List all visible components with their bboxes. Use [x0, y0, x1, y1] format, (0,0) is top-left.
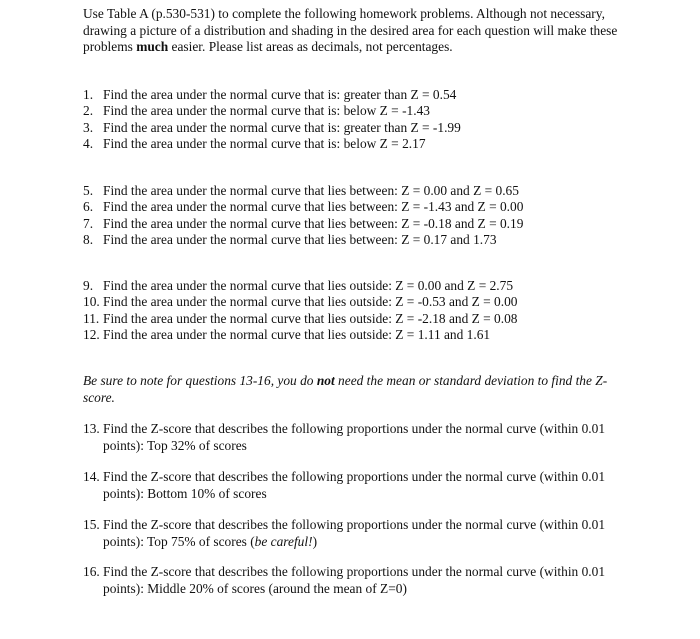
question-item — [83, 120, 643, 136]
question-text: Find the Z-score that describes the following proportions under the normal curve (within 0.01 points): Top 75% of scores ( — [103, 517, 606, 549]
question-item — [83, 278, 643, 294]
question-text-end: ) — [312, 534, 318, 549]
question-number: 3. — [83, 119, 94, 135]
question-group-area-one-side — [83, 87, 643, 152]
question-text: Find the area under the normal curve that lies outside: Z = -0.53 and Z = 0.00 — [103, 294, 518, 310]
question-body — [103, 516, 633, 550]
note-text-end: need the mean or standard deviation to find the Z-score. — [83, 373, 608, 405]
note-paragraph — [83, 372, 623, 406]
question-text: Find the area under the normal curve that lies outside: Z = 0.00 and Z = 2.75 — [103, 278, 514, 293]
question-number: 1. — [83, 87, 94, 102]
question-item — [83, 327, 643, 343]
question-text: Find the area under the normal curve that lies outside: Z = -2.18 and Z = 0.08 — [103, 310, 518, 326]
question-text: Find the area under the normal curve that is: below Z = 2.17 — [103, 135, 426, 151]
question-item — [83, 103, 643, 119]
question-item — [83, 199, 643, 215]
question-13 — [83, 420, 633, 454]
question-text: Find the area under the normal curve that lies between: Z = -1.43 and Z = 0.00 — [103, 199, 524, 215]
question-number: 13. — [83, 421, 100, 436]
question-number: 15. — [83, 517, 100, 532]
instructions-emphasis: much — [136, 39, 169, 54]
question-text: Find the Z-score that describes the following proportions under the normal curve (within 0.01 points): Middle 20% of scores (around the mean of Z=0) — [103, 564, 606, 596]
question-text: Find the Z-score that describes the following proportions under the normal curve (within 0.01 points): Bottom 10% of scores — [103, 469, 606, 501]
note-text-start: Be sure to note for questions 13-16, you do — [83, 373, 317, 388]
question-15 — [83, 516, 633, 550]
question-number: 14. — [83, 469, 100, 484]
question-item — [83, 136, 643, 152]
question-number: 8. — [83, 231, 94, 247]
question-group-area-outside — [83, 278, 643, 343]
question-number: 9. — [83, 278, 94, 293]
question-item — [83, 183, 643, 199]
question-text: Find the area under the normal curve that lies between: Z = 0.17 and 1.73 — [103, 231, 497, 247]
instructions-paragraph — [83, 6, 623, 56]
question-item — [83, 311, 643, 327]
question-item — [83, 294, 643, 310]
instructions-text-end: easier. Please list areas as decimals, not percentages. — [168, 39, 453, 54]
question-item — [83, 87, 643, 103]
question-16 — [83, 563, 633, 597]
question-number: 5. — [83, 183, 94, 198]
question-number: 10. — [83, 294, 100, 310]
question-text: Find the area under the normal curve that lies between: Z = -0.18 and Z = 0.19 — [103, 215, 524, 231]
question-italic-note: be careful! — [254, 534, 313, 549]
question-number: 6. — [83, 199, 94, 215]
question-text: Find the area under the normal curve that lies outside: Z = 1.11 and 1.61 — [103, 326, 491, 342]
question-group-area-between — [83, 183, 643, 248]
instructions-text-start: Use Table A (p.530-531) to complete the following homework problems. Although not necessary, drawing a picture of a distribution and shading in the desired area for each question will make these problems — [83, 6, 618, 54]
question-number: 16. — [83, 564, 100, 579]
question-text: Find the area under the normal curve that is: greater than Z = 0.54 — [103, 87, 457, 102]
question-number: 7. — [83, 215, 94, 231]
question-text: Find the area under the normal curve that is: greater than Z = -1.99 — [103, 119, 461, 135]
question-number: 12. — [83, 326, 100, 342]
question-number: 2. — [83, 103, 94, 119]
question-number: 4. — [83, 135, 94, 151]
question-item — [83, 216, 643, 232]
question-text: Find the area under the normal curve that is: below Z = -1.43 — [103, 103, 430, 119]
question-number: 11. — [83, 310, 100, 326]
question-text: Find the area under the normal curve that lies between: Z = 0.00 and Z = 0.65 — [103, 183, 519, 198]
note-emphasis: not — [316, 373, 335, 388]
question-14 — [83, 468, 633, 502]
question-text: Find the Z-score that describes the following proportions under the normal curve (within 0.01 points): Top 32% of scores — [103, 421, 606, 453]
question-item — [83, 232, 643, 248]
